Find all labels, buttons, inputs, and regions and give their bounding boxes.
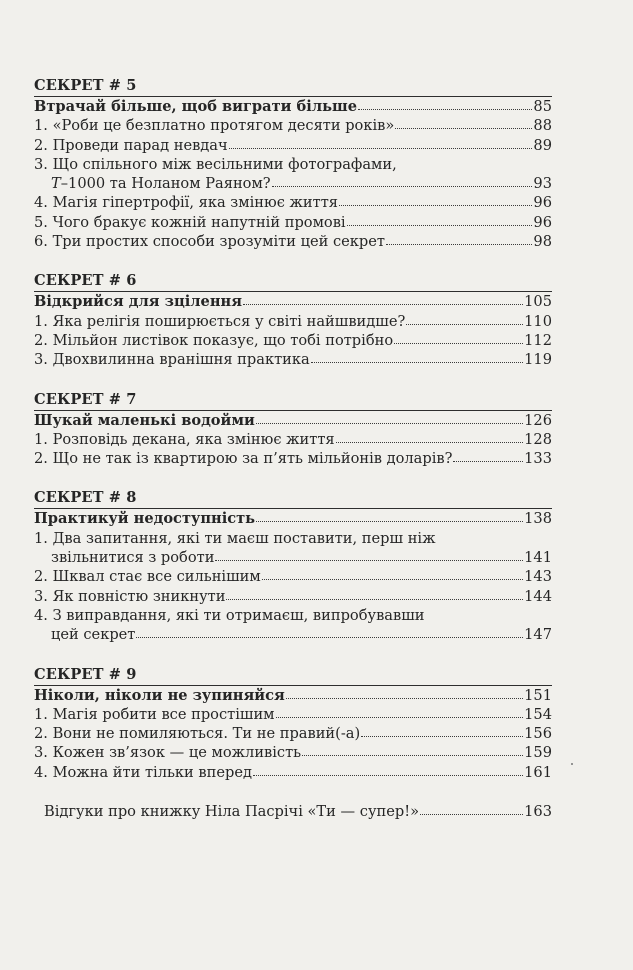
page-number: 105 bbox=[524, 293, 552, 311]
toc-entry bbox=[34, 331, 552, 350]
entry-title: 2. Вони не помиляються. Ти не правий(-а) bbox=[34, 725, 361, 743]
page-number: 147 bbox=[524, 626, 552, 644]
section-heading: СЕКРЕТ # 7 bbox=[34, 390, 137, 408]
entry-title-line1: 4. З виправдання, які ти отримаєш, випробувавши bbox=[34, 606, 425, 624]
dot-leader bbox=[395, 118, 532, 129]
entry-title: 1. Магія робити все простішим bbox=[34, 705, 275, 723]
toc-entry bbox=[34, 312, 552, 331]
page-number: 143 bbox=[524, 568, 552, 586]
page-number: 110 bbox=[524, 312, 552, 330]
entry-title-continuation: звільнитися з роботи bbox=[51, 549, 215, 567]
entry-title: 2. Мільйон листівок показує, що тобі потрібно bbox=[34, 331, 394, 349]
page-number: 126 bbox=[524, 411, 552, 429]
dot-leader bbox=[272, 176, 533, 187]
entry-title-continuation: цей секрет bbox=[51, 626, 136, 644]
entry-title: 2. Шквал стає все сильнішим bbox=[34, 568, 261, 586]
dot-leader bbox=[347, 215, 533, 226]
page-number: 128 bbox=[524, 430, 552, 448]
dot-leader bbox=[276, 707, 524, 718]
page-number: 96 bbox=[533, 213, 552, 231]
toc-entry bbox=[34, 116, 552, 135]
dot-leader bbox=[336, 432, 524, 443]
toc-entry bbox=[34, 763, 552, 782]
dot-leader bbox=[243, 294, 523, 305]
entry-title-line2 bbox=[34, 174, 552, 193]
toc-section-secret-6 bbox=[34, 271, 552, 369]
toc-entry-reviews bbox=[34, 802, 552, 821]
page-number: 151 bbox=[524, 686, 552, 704]
page-number: 161 bbox=[524, 763, 552, 781]
dot-leader bbox=[215, 550, 523, 561]
paper-speck bbox=[571, 763, 573, 765]
dot-leader bbox=[229, 138, 533, 149]
dot-leader bbox=[361, 726, 523, 737]
entry-title: Втрачай більше, щоб виграти більше bbox=[34, 98, 357, 115]
toc-entry-multiline bbox=[34, 606, 552, 645]
dot-leader bbox=[394, 333, 523, 344]
toc-entry-multiline bbox=[34, 155, 552, 194]
dot-leader bbox=[386, 234, 532, 245]
page-number: 138 bbox=[524, 510, 552, 528]
toc-entry bbox=[34, 136, 552, 155]
entry-title: 4. Можна йти тільки вперед bbox=[34, 763, 252, 781]
dot-leader bbox=[420, 804, 523, 815]
dot-leader bbox=[339, 195, 532, 206]
dot-leader bbox=[253, 765, 523, 776]
section-header bbox=[34, 665, 552, 686]
page-number: 88 bbox=[533, 117, 552, 135]
italic-letter: Т bbox=[51, 175, 61, 193]
section-heading: СЕКРЕТ # 6 bbox=[34, 272, 137, 290]
entry-title-line1: 3. Що спільного між весільними фотографами, bbox=[34, 155, 397, 173]
toc-section-secret-7 bbox=[34, 390, 552, 469]
section-heading: СЕКРЕТ # 5 bbox=[34, 77, 137, 94]
dot-leader bbox=[256, 511, 523, 522]
table-of-contents bbox=[34, 76, 552, 821]
toc-entry bbox=[34, 430, 552, 449]
page-number: 141 bbox=[524, 549, 552, 567]
entry-title: Шукай маленькі водойми bbox=[34, 411, 255, 429]
entry-title-line2 bbox=[34, 548, 552, 567]
entry-title: 1. Яка релігія поширюється у світі найшвидше? bbox=[34, 312, 406, 330]
toc-entry bbox=[34, 449, 552, 468]
entry-title-line2 bbox=[34, 625, 552, 644]
entry-title: Відгуки про книжку Ніла Пасрічі «Ти — супер!» bbox=[44, 803, 420, 821]
toc-entry-multiline bbox=[34, 529, 552, 568]
entry-title-line1: 1. Два запитання, які ти маєш поставити, перш ніж bbox=[34, 529, 436, 547]
entry-title: 5. Чого бракує кожній напутній промові bbox=[34, 213, 346, 231]
toc-main-entry bbox=[34, 686, 552, 705]
section-header bbox=[34, 76, 552, 97]
toc-entry bbox=[34, 193, 552, 212]
entry-title: 1. «Роби це безплатно протягом десяти років» bbox=[34, 117, 395, 135]
section-header bbox=[34, 488, 552, 509]
dot-leader bbox=[262, 569, 523, 580]
entry-title: 3. Двохвилинна вранішня практика bbox=[34, 351, 310, 369]
dot-leader bbox=[226, 589, 523, 600]
toc-entry bbox=[34, 705, 552, 724]
entry-title: 4. Магія гіпертрофії, яка змінює життя bbox=[34, 194, 339, 212]
dot-leader bbox=[136, 627, 523, 638]
entry-title: 3. Кожен зв’язок — це можливість bbox=[34, 744, 302, 762]
entry-title: 2. Проведи парад невдач bbox=[34, 136, 228, 154]
entry-title: 3. Як повністю зникнути bbox=[34, 587, 226, 605]
toc-entry bbox=[34, 743, 552, 762]
page-number: 144 bbox=[524, 587, 552, 605]
dot-leader bbox=[311, 352, 523, 363]
toc-section-secret-5 bbox=[34, 76, 552, 251]
dot-leader bbox=[406, 314, 523, 325]
toc-section-secret-8 bbox=[34, 488, 552, 644]
section-heading: СЕКРЕТ # 9 bbox=[34, 665, 137, 683]
page-number: 159 bbox=[524, 744, 552, 762]
entry-title: Практикуй недоступність bbox=[34, 510, 256, 528]
entry-title: Відкрийся для зцілення bbox=[34, 293, 242, 311]
page-number: 112 bbox=[524, 331, 552, 349]
dot-leader bbox=[256, 413, 523, 424]
dot-leader bbox=[286, 688, 523, 699]
page-number: 154 bbox=[524, 705, 552, 723]
toc-entry bbox=[34, 724, 552, 743]
toc-entry bbox=[34, 232, 552, 251]
toc-section-secret-9 bbox=[34, 665, 552, 782]
page-number: 93 bbox=[533, 175, 552, 193]
entry-title: Ніколи, ніколи не зупиняйся bbox=[34, 686, 285, 704]
toc-main-entry bbox=[34, 411, 552, 430]
page-number: 96 bbox=[533, 194, 552, 212]
toc-main-entry bbox=[34, 97, 552, 116]
dot-leader bbox=[358, 99, 532, 110]
entry-title-continuation bbox=[51, 174, 271, 193]
page-number: 98 bbox=[533, 233, 552, 251]
page-number: 119 bbox=[524, 351, 552, 369]
toc-main-entry bbox=[34, 292, 552, 311]
toc-entry bbox=[34, 350, 552, 369]
page-number: 85 bbox=[533, 98, 552, 115]
toc-entry bbox=[34, 213, 552, 232]
section-header bbox=[34, 390, 552, 411]
page-number: 89 bbox=[533, 136, 552, 154]
dot-leader bbox=[302, 745, 523, 756]
entry-title: 6. Три простих способи зрозуміти цей секрет bbox=[34, 233, 385, 251]
entry-title-rest: –1000 та Ноланом Раяном? bbox=[60, 175, 271, 193]
entry-title: 2. Що не так із квартирою за п’ять мільйонів доларів? bbox=[34, 450, 453, 468]
page-number: 133 bbox=[524, 450, 552, 468]
section-header bbox=[34, 271, 552, 292]
dot-leader bbox=[453, 451, 523, 462]
page-number: 156 bbox=[524, 725, 552, 743]
toc-entry bbox=[34, 587, 552, 606]
section-heading: СЕКРЕТ # 8 bbox=[34, 489, 137, 507]
entry-title: 1. Розповідь декана, яка змінює життя bbox=[34, 430, 335, 448]
toc-main-entry bbox=[34, 509, 552, 528]
page-number: 163 bbox=[524, 803, 552, 821]
toc-entry bbox=[34, 567, 552, 586]
